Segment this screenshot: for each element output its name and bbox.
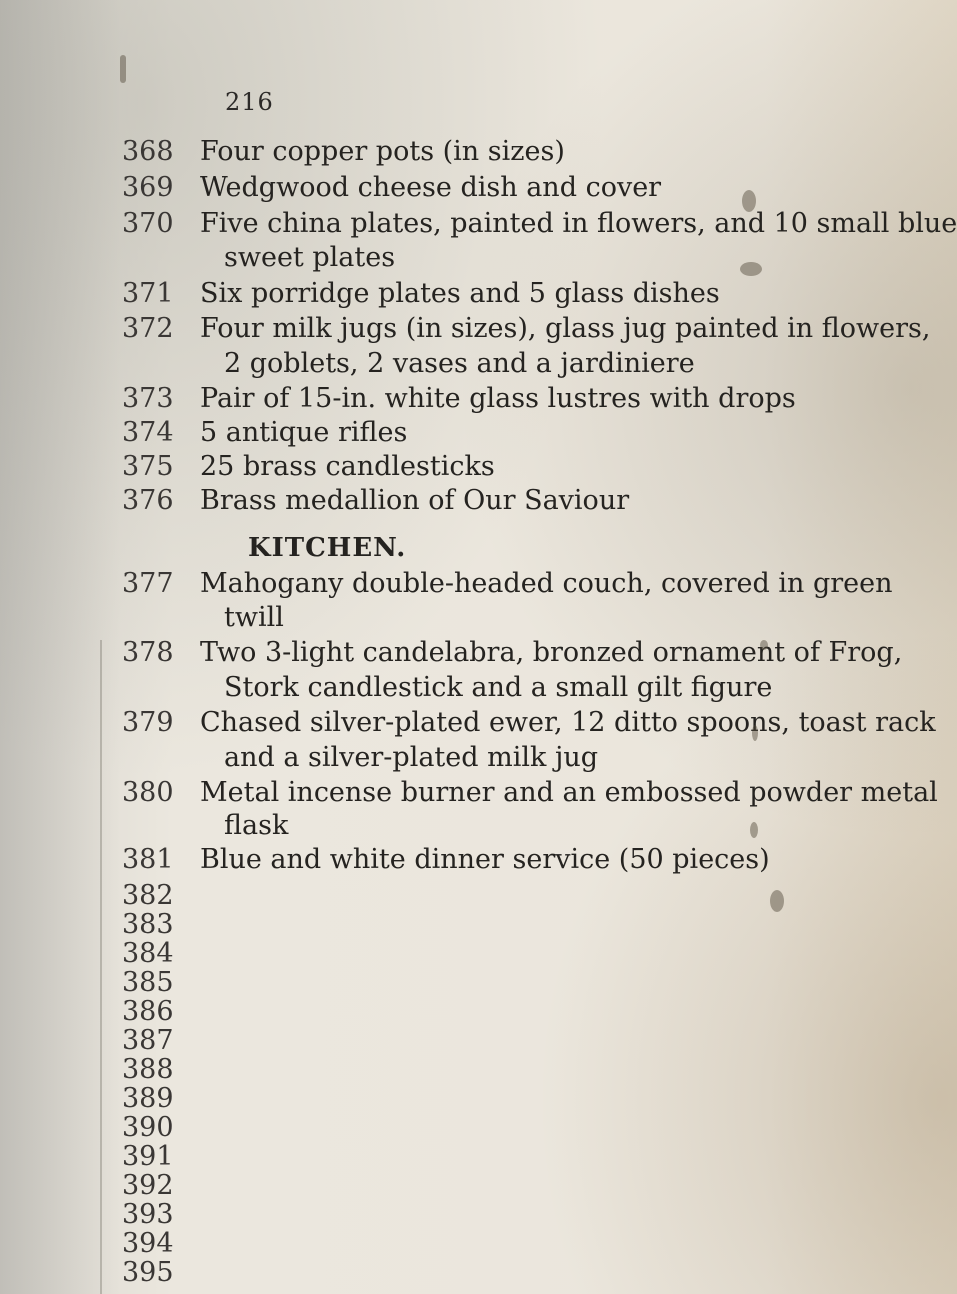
lot-entry-continuation bbox=[0, 240, 800, 276]
lot-description-continued: Stork candlestick and a small gilt figure bbox=[224, 672, 773, 703]
lot-description: Pair of 15-in. white glass lustres with drops bbox=[200, 383, 796, 414]
lot-entry bbox=[0, 775, 938, 811]
lot-entry bbox=[0, 483, 800, 519]
lot-entry bbox=[0, 311, 931, 347]
lot-description: Two 3-light candelabra, bronzed ornament of Frog, bbox=[200, 637, 903, 668]
foxing-spot bbox=[740, 262, 762, 276]
lot-entry bbox=[0, 206, 957, 242]
lot-number: 376 bbox=[122, 485, 174, 516]
lot-number: 381 bbox=[122, 844, 174, 875]
foxing-spot bbox=[120, 55, 126, 83]
lot-entry bbox=[0, 842, 800, 878]
lot-number: 394 bbox=[122, 1228, 174, 1259]
section-heading: KITCHEN. bbox=[248, 533, 407, 563]
lot-description-continued: sweet plates bbox=[224, 242, 396, 273]
lot-description: Five china plates, painted in flowers, and 10 small blue bbox=[200, 208, 957, 239]
lot-number: 388 bbox=[122, 1054, 174, 1085]
lot-description: Blue and white dinner service (50 pieces) bbox=[200, 844, 770, 875]
lot-description: Brass medallion of Our Saviour bbox=[200, 485, 630, 516]
lot-description: 5 antique rifles bbox=[200, 417, 408, 448]
lot-number: 387 bbox=[122, 1025, 174, 1056]
lot-number: 391 bbox=[122, 1141, 174, 1172]
lot-description: Mahogany double-headed couch, covered in green bbox=[200, 568, 893, 599]
foxing-spot bbox=[750, 822, 758, 838]
lot-description: Six porridge plates and 5 glass dishes bbox=[200, 278, 720, 309]
lot-description-continued: twill bbox=[224, 602, 284, 633]
lot-description-continued: flask bbox=[224, 810, 289, 841]
lot-number: 380 bbox=[122, 777, 174, 808]
lot-number: 392 bbox=[122, 1170, 174, 1201]
lot-entry bbox=[0, 170, 800, 206]
lot-number: 395 bbox=[122, 1257, 174, 1288]
lot-entry bbox=[0, 381, 800, 417]
lot-number: 370 bbox=[122, 208, 174, 239]
foxing-spot bbox=[742, 190, 756, 212]
lot-number: 385 bbox=[122, 967, 174, 998]
lot-number: 377 bbox=[122, 568, 174, 599]
lot-entry bbox=[0, 566, 893, 602]
lot-description: Metal incense burner and an embossed powder metal bbox=[200, 777, 938, 808]
lot-entry-continuation bbox=[0, 740, 800, 776]
lot-number-unfilled bbox=[0, 1255, 800, 1291]
lot-description: 25 brass candlesticks bbox=[200, 451, 495, 482]
lot-entry-continuation bbox=[0, 346, 800, 382]
lot-number: 372 bbox=[122, 313, 174, 344]
lot-entry bbox=[0, 276, 800, 312]
lot-entry-continuation bbox=[0, 670, 800, 706]
lot-number: 378 bbox=[122, 637, 174, 668]
lot-number: 386 bbox=[122, 996, 174, 1027]
lot-entry bbox=[0, 635, 903, 671]
lot-description: Chased silver-plated ewer, 12 ditto spoons, toast rack bbox=[200, 707, 936, 738]
lot-number: 379 bbox=[122, 707, 174, 738]
lot-number: 384 bbox=[122, 938, 174, 969]
foxing-spot bbox=[752, 725, 758, 741]
lot-number: 390 bbox=[122, 1112, 174, 1143]
lot-number: 373 bbox=[122, 383, 174, 414]
lot-description-continued: and a silver-plated milk jug bbox=[224, 742, 598, 773]
lot-entry-continuation bbox=[0, 600, 800, 636]
foxing-spot bbox=[760, 640, 768, 650]
lot-number: 371 bbox=[122, 278, 174, 309]
page-number: 216 bbox=[225, 88, 274, 116]
lot-entry bbox=[0, 705, 936, 741]
lot-description: Wedgwood cheese dish and cover bbox=[200, 172, 662, 203]
lot-entry bbox=[0, 449, 800, 485]
lot-number: 393 bbox=[122, 1199, 174, 1230]
lot-number: 369 bbox=[122, 172, 174, 203]
lot-entry bbox=[0, 415, 800, 451]
lot-description-continued: 2 goblets, 2 vases and a jardiniere bbox=[224, 348, 695, 379]
lot-entry bbox=[0, 134, 800, 170]
lot-number: 382 bbox=[122, 880, 174, 911]
lot-number: 383 bbox=[122, 909, 174, 940]
lot-number: 375 bbox=[122, 451, 174, 482]
lot-entry-continuation bbox=[0, 808, 800, 844]
lot-description: Four milk jugs (in sizes), glass jug painted in flowers, bbox=[200, 313, 931, 344]
lot-number: 374 bbox=[122, 417, 174, 448]
lot-number: 368 bbox=[122, 136, 174, 167]
lot-description: Four copper pots (in sizes) bbox=[200, 136, 565, 167]
foxing-spot bbox=[770, 890, 784, 912]
lot-number: 389 bbox=[122, 1083, 174, 1114]
